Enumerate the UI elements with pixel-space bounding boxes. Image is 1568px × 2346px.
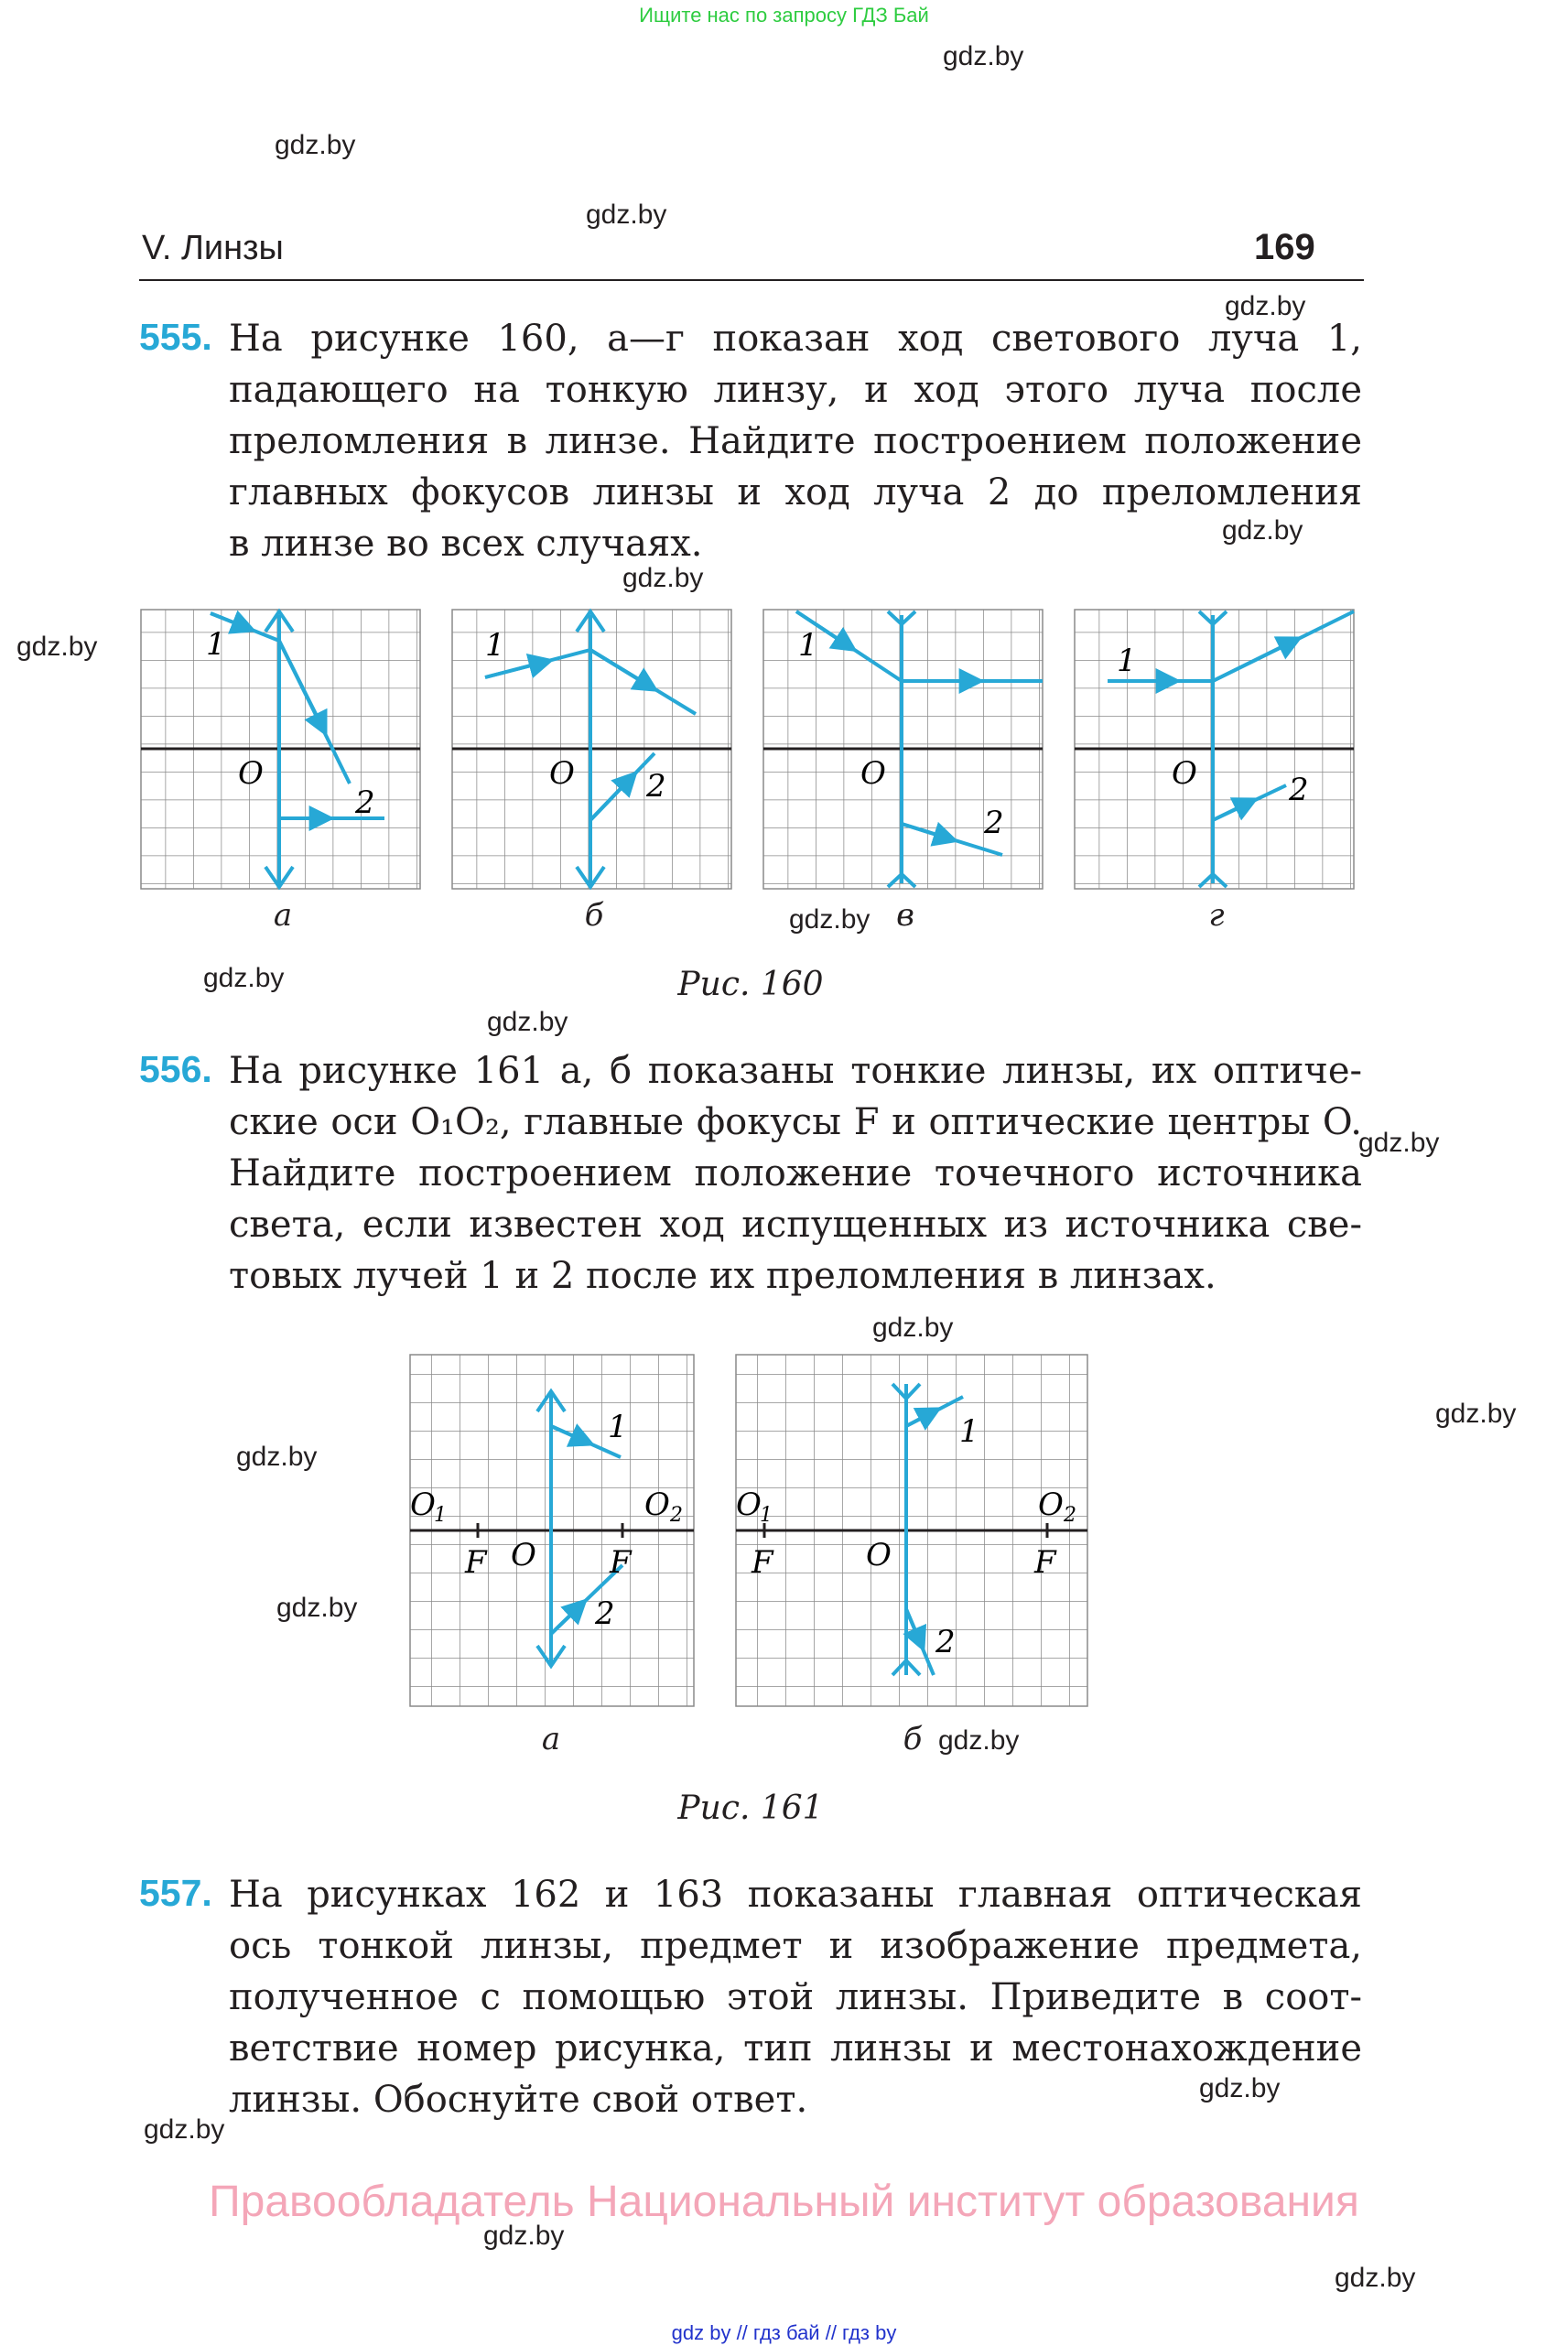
task-556-line: света, если известен ход испущенных из источника све-	[229, 1204, 1362, 1246]
watermark: gdz.by	[1225, 291, 1306, 321]
subfigure-label: б	[584, 897, 604, 934]
task-556-line: На рисунке 161 а, б показаны тонкие линзы, их оптиче-	[229, 1050, 1362, 1092]
ray-label: 2	[935, 1624, 956, 1660]
axis-label: O	[736, 1487, 762, 1523]
watermark: gdz.by	[872, 1313, 954, 1343]
ray-label: 2	[1289, 772, 1309, 808]
ray-label: 1	[206, 626, 226, 663]
fig160-panel-g	[1075, 610, 1354, 889]
watermark: gdz.by	[943, 41, 1024, 71]
fig161-panel-b	[736, 1355, 1087, 1706]
focus-label: F	[752, 1544, 773, 1581]
ray-label: 1	[798, 627, 818, 664]
focus-label: F	[465, 1544, 487, 1581]
watermark: gdz.by	[789, 904, 871, 935]
task-number-556: 556.	[139, 1048, 212, 1090]
task-556-line: ские оси O₁O₂, главные фокусы F и оптические центры O.	[229, 1101, 1362, 1143]
watermark: gdz.by	[1335, 2263, 1416, 2293]
figure-caption: Рис. 160	[677, 966, 824, 1003]
axis-label: O	[644, 1487, 670, 1523]
center-label: O	[549, 755, 575, 792]
subfigure-label: а	[541, 1721, 561, 1757]
task-555-line: главных фокусов линзы и ход луча 2 до преломления	[229, 471, 1362, 514]
task-number-555: 555.	[139, 316, 212, 358]
watermark: gdz.by	[144, 2114, 225, 2145]
ray-label: 2	[595, 1595, 615, 1632]
axis-label-index: 2	[670, 1504, 683, 1527]
center-label: O	[860, 755, 886, 792]
fig160-panel-b	[452, 610, 731, 889]
watermark: gdz.by	[487, 1007, 568, 1037]
task-557-line: линзы. Обоснуйте свой ответ.	[229, 2079, 808, 2121]
subfigure-label: а	[273, 897, 293, 934]
task-555-line: в линзе во всех случаях.	[229, 523, 703, 565]
figure-caption: Рис. 161	[677, 1789, 824, 1827]
subfigure-label: г	[1208, 897, 1225, 934]
center-label: O	[511, 1537, 536, 1573]
axis-label: O	[1038, 1487, 1064, 1523]
center-label: O	[238, 755, 264, 792]
watermark: gdz.by	[276, 1593, 358, 1623]
task-556-line: Найдите построением положение точечного источника	[229, 1152, 1362, 1195]
watermark: gdz.by	[275, 130, 356, 160]
task-557-line: полученное с помощью этой линзы. Приведите в соот-	[229, 1976, 1362, 2018]
watermark: gdz.by	[622, 563, 704, 593]
task-555-line: падающего на тонкую линзу, и ход этого луча после	[229, 369, 1362, 411]
watermark: gdz.by	[1358, 1128, 1440, 1158]
watermark: gdz.by	[203, 963, 285, 993]
ray-label: 2	[355, 784, 375, 821]
focus-label: F	[610, 1544, 632, 1581]
task-557-line: ось тонкой линзы, предмет и изображение предмета,	[229, 1925, 1362, 1967]
fig160-panel-v	[763, 610, 1043, 889]
watermark: gdz.by	[1199, 2073, 1281, 2103]
watermark: gdz.by	[16, 632, 98, 662]
ray-label: 1	[608, 1409, 628, 1445]
page-number: 169	[1254, 227, 1315, 267]
center-label: O	[1172, 755, 1197, 792]
task-555-line: На рисунке 160, а—г показан ход светового луча 1,	[229, 318, 1362, 360]
chapter-title: V. Линзы	[142, 229, 284, 267]
watermark: gdz.by	[1222, 515, 1303, 546]
header-rule	[139, 279, 1364, 281]
fig160-panel-a	[141, 610, 420, 889]
ray-label: 1	[1117, 643, 1137, 679]
copyright-notice: Правообладатель Национальный институт образования	[209, 2178, 1359, 2226]
watermark: gdz.by	[1435, 1399, 1517, 1429]
top-banner: Ищите нас по запросу ГДЗ Бай	[639, 4, 929, 27]
watermark: gdz.by	[938, 1725, 1020, 1756]
bottom-banner: gdz by // гдз бай // гдз by	[671, 2321, 897, 2344]
task-557-line: ветствие номер рисунка, тип линзы и местонахождение	[229, 2027, 1362, 2070]
task-number-557: 557.	[139, 1872, 212, 1914]
task-555-line: преломления в линзе. Найдите построением положение	[229, 420, 1362, 462]
watermark: gdz.by	[483, 2221, 565, 2251]
axis-label-index: 2	[1064, 1504, 1076, 1527]
watermark: gdz.by	[236, 1442, 318, 1472]
subfigure-label: б	[903, 1721, 923, 1757]
axis-label-index: 1	[434, 1504, 447, 1527]
fig161-panel-a	[410, 1355, 694, 1706]
figure-161	[403, 1346, 1098, 1712]
ray-label: 1	[959, 1413, 979, 1450]
figure-160	[137, 604, 1364, 897]
ray-label: 2	[646, 768, 666, 805]
watermark: gdz.by	[586, 200, 667, 230]
ray-label: 2	[984, 805, 1004, 841]
focus-label: F	[1034, 1544, 1056, 1581]
axis-label-index: 1	[760, 1504, 773, 1527]
axis-label: O	[410, 1487, 436, 1523]
center-label: O	[866, 1537, 892, 1573]
task-556-line: товых лучей 1 и 2 после их преломления в линзах.	[229, 1255, 1217, 1297]
task-557-line: На рисунках 162 и 163 показаны главная оптическая	[229, 1874, 1362, 1916]
ray-label: 1	[485, 627, 505, 664]
subfigure-label: в	[896, 897, 914, 934]
